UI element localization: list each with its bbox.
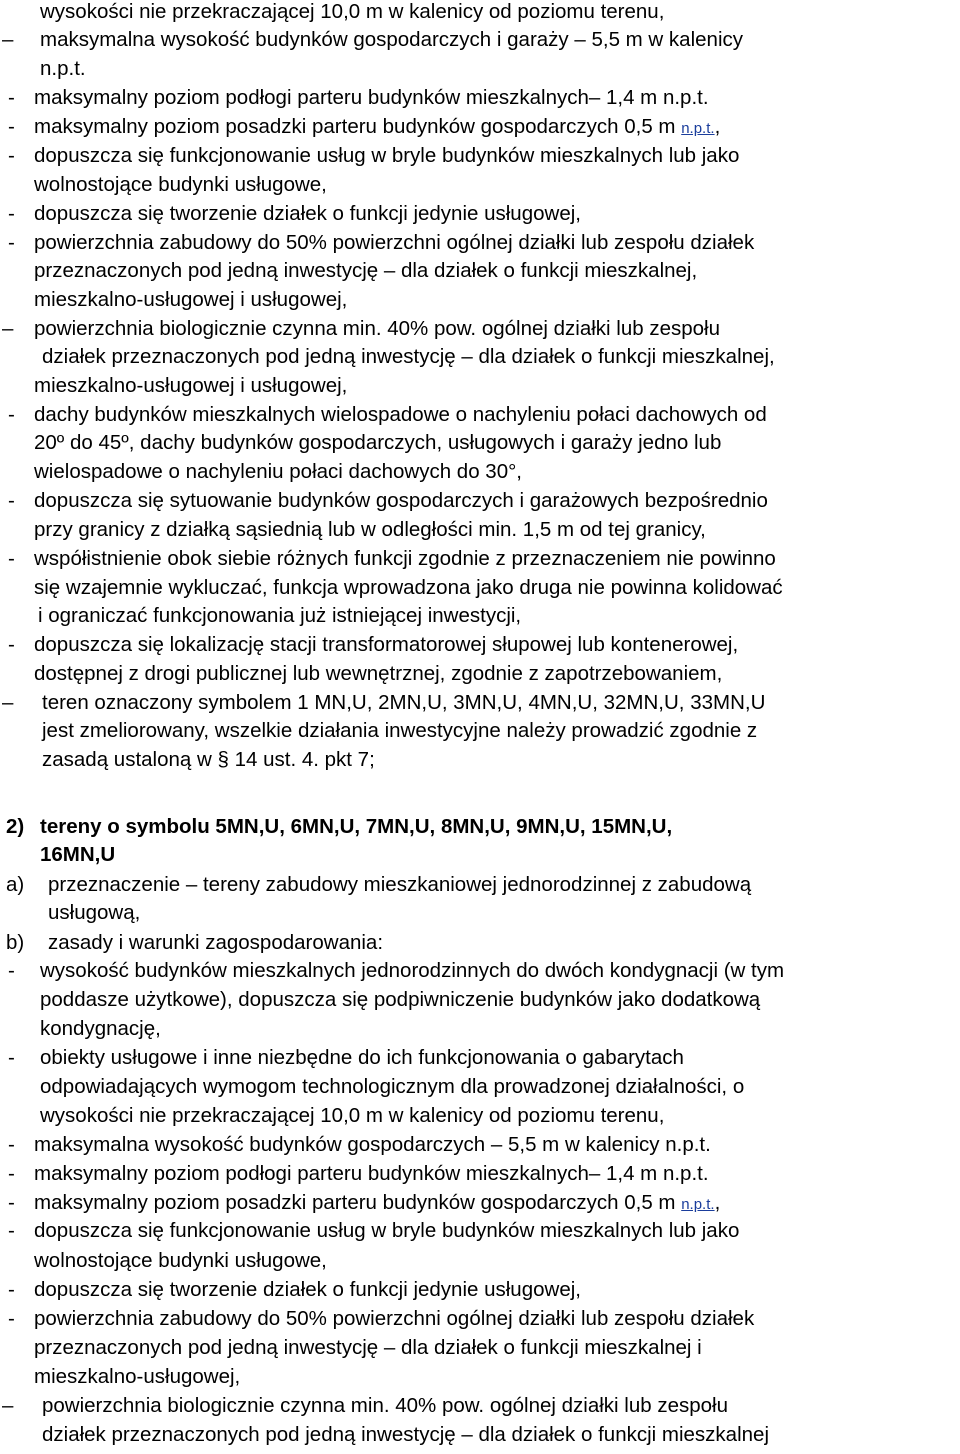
line-text-content: i ograniczać funkcjonowania już istniejącej inwestycji, bbox=[38, 604, 522, 627]
line-text bbox=[48, 928, 383, 957]
abbreviation-link[interactable]: n.p.t. bbox=[681, 120, 715, 137]
list-marker: - bbox=[8, 86, 15, 109]
list-marker: a) bbox=[6, 873, 25, 896]
line-text bbox=[34, 314, 720, 343]
line-text bbox=[38, 601, 521, 630]
list-marker: - bbox=[8, 1046, 15, 1069]
line-text-content: maksymalny poziom podłogi parteru budynków mieszkalnych– 1,4 m n.p.t. bbox=[34, 86, 709, 109]
line-text bbox=[34, 1304, 754, 1333]
line-text bbox=[34, 630, 738, 659]
line-text-content: wysokości nie przekraczającej 10,0 m w kalenicy od poziomu terenu, bbox=[40, 1104, 665, 1127]
line-text-content: zasadą ustaloną w § 14 ust. 4. pkt 7; bbox=[42, 748, 375, 771]
list-marker: - bbox=[8, 1191, 15, 1214]
line-text-content: powierzchnia biologicznie czynna min. 40% pow. ogólnej działki lub zespołu bbox=[34, 317, 721, 340]
list-marker: - bbox=[8, 959, 15, 982]
line-text bbox=[34, 1159, 709, 1188]
line-text bbox=[34, 1333, 702, 1362]
list-marker: - bbox=[8, 1307, 15, 1330]
list-marker: - bbox=[8, 1278, 15, 1301]
line-text-content: powierzchnia zabudowy do 50% powierzchni ogólnej działki lub zespołu działek bbox=[34, 231, 755, 254]
line-text-content: obiekty usługowe i inne niezbędne do ich funkcjonowania o gabarytach bbox=[40, 1046, 684, 1069]
line-text bbox=[40, 0, 664, 26]
line-text-content: wolnostojące budynki usługowe, bbox=[34, 1249, 327, 1272]
list-marker: - bbox=[8, 1133, 15, 1156]
line-text bbox=[34, 141, 739, 170]
line-text bbox=[40, 840, 115, 869]
line-text bbox=[40, 1072, 744, 1101]
line-text bbox=[34, 515, 706, 544]
line-text bbox=[40, 1101, 664, 1130]
line-text bbox=[34, 573, 783, 602]
line-text-content: wolnostojące budynki usługowe, bbox=[34, 173, 327, 196]
line-text-content: teren oznaczony symbolem 1 MN,U, 2MN,U, 3MN,U, 4MN,U, 32MN,U, 33MN,U bbox=[42, 691, 766, 714]
line-text bbox=[48, 898, 140, 927]
line-text-content: tereny o symbolu 5MN,U, 6MN,U, 7MN,U, 8MN,U, 9MN,U, 15MN,U, bbox=[40, 815, 673, 838]
line-text bbox=[34, 256, 697, 285]
line-text-content: kondygnację, bbox=[40, 1017, 161, 1040]
line-text-content: przeznaczonych pod jedną inwestycję – dla działek o funkcji mieszkalnej i bbox=[34, 1336, 702, 1359]
line-text bbox=[34, 1275, 581, 1304]
line-text bbox=[42, 716, 757, 745]
line-text-content: n.p.t. bbox=[40, 57, 86, 80]
line-text bbox=[34, 659, 722, 688]
line-text-content: 16MN,U bbox=[40, 843, 116, 866]
line-text bbox=[42, 745, 375, 774]
list-marker: – bbox=[2, 28, 14, 51]
line-text bbox=[40, 25, 743, 54]
line-text bbox=[48, 870, 751, 899]
line-text bbox=[34, 170, 327, 199]
line-text-content: wysokości nie przekraczającej 10,0 m w kalenicy od poziomu terenu, bbox=[40, 0, 665, 23]
line-text-content: wysokość budynków mieszkalnych jednorodzinnych do dwóch kondygnacji (w tym bbox=[40, 959, 785, 982]
line-text-content: dopuszcza się tworzenie działek o funkcji jedynie usługowej, bbox=[34, 1278, 581, 1301]
line-text-content: wielospadowe o nachyleniu połaci dachowych do 30°, bbox=[34, 460, 522, 483]
line-text bbox=[42, 342, 775, 371]
list-marker: - bbox=[8, 144, 15, 167]
line-text-suffix: , bbox=[714, 115, 721, 138]
list-marker: - bbox=[8, 633, 15, 656]
line-text-content: usługową, bbox=[48, 901, 141, 924]
line-text-content: przeznaczonych pod jedną inwestycję – dla działek o funkcji mieszkalnej, bbox=[34, 259, 698, 282]
line-text-content: mieszkalno-usługowej, bbox=[34, 1365, 241, 1388]
line-text-content: dopuszcza się funkcjonowanie usług w bryle budynków mieszkalnych lub jako bbox=[34, 1219, 740, 1242]
line-text bbox=[40, 956, 784, 985]
line-text-content: przy granicy z działką sąsiednią lub w odległości min. 1,5 m od tej granicy, bbox=[34, 518, 706, 541]
line-text-content: odpowiadających wymogom technologicznym dla prowadzonej działalności, o bbox=[40, 1075, 745, 1098]
line-text bbox=[34, 285, 347, 314]
line-text-content: dopuszcza się tworzenie działek o funkcji jedynie usługowej, bbox=[34, 202, 581, 225]
list-marker: – bbox=[2, 1394, 14, 1417]
line-text-content: zasady i warunki zagospodarowania: bbox=[48, 931, 384, 954]
line-text-content: maksymalna wysokość budynków gospodarczych i garaży – 5,5 m w kalenicy bbox=[40, 28, 743, 51]
line-text-content: dopuszcza się sytuowanie budynków gospodarczych i garażowych bezpośrednio bbox=[34, 489, 768, 512]
list-marker: – bbox=[2, 317, 14, 340]
line-text-content: maksymalny poziom posadzki parteru budynków gospodarczych 0,5 m bbox=[34, 115, 682, 138]
line-text-content: mieszkalno-usługowej i usługowej, bbox=[34, 374, 348, 397]
list-marker: - bbox=[8, 1219, 15, 1242]
line-text bbox=[34, 428, 721, 457]
list-marker: - bbox=[8, 231, 15, 254]
line-text-content: poddasze użytkowe), dopuszcza się podpiwniczenie budynków jako dodatkową bbox=[40, 988, 761, 1011]
line-text bbox=[34, 371, 347, 400]
line-text-content: 20º do 45º, dachy budynków gospodarczych, usługowych i garaży jedno lub bbox=[34, 431, 722, 454]
line-text bbox=[34, 1362, 240, 1391]
line-text bbox=[40, 54, 86, 83]
line-text-content: powierzchnia biologicznie czynna min. 40% pow. ogólnej działki lub zespołu bbox=[42, 1394, 729, 1417]
line-text bbox=[40, 1014, 161, 1043]
line-text-content: dachy budynków mieszkalnych wielospadowe o nachyleniu połaci dachowych od bbox=[34, 403, 767, 426]
list-marker: - bbox=[8, 115, 15, 138]
line-text bbox=[34, 486, 768, 515]
line-text bbox=[34, 228, 754, 257]
line-text bbox=[42, 688, 765, 717]
line-text bbox=[34, 1188, 720, 1219]
list-marker: - bbox=[8, 1162, 15, 1185]
line-text-content: dopuszcza się funkcjonowanie usług w bryle budynków mieszkalnych lub jako bbox=[34, 144, 740, 167]
line-text bbox=[34, 1216, 739, 1245]
line-text bbox=[34, 544, 776, 573]
line-text bbox=[34, 83, 709, 112]
line-text-content: powierzchnia zabudowy do 50% powierzchni ogólnej działki lub zespołu działek bbox=[34, 1307, 755, 1330]
line-text bbox=[40, 812, 672, 841]
list-marker: - bbox=[8, 547, 15, 570]
line-text bbox=[34, 457, 522, 486]
line-text-content: działek przeznaczonych pod jedną inwestycję – dla działek o funkcji mieszkalnej, bbox=[42, 345, 775, 368]
line-text-content: się wzajemnie wykluczać, funkcja wprowadzona jako druga nie powinna kolidować bbox=[34, 576, 783, 599]
line-text-content: maksymalna wysokość budynków gospodarczych – 5,5 m w kalenicy n.p.t. bbox=[34, 1133, 711, 1156]
line-text-content: maksymalny poziom podłogi parteru budynków mieszkalnych– 1,4 m n.p.t. bbox=[34, 1162, 709, 1185]
line-text bbox=[42, 1391, 728, 1420]
list-marker: - bbox=[8, 489, 15, 512]
line-text bbox=[34, 1246, 327, 1275]
line-text-content: działek przeznaczonych pod jedną inwestycję – dla działek o funkcji mieszkalnej bbox=[42, 1423, 769, 1446]
line-text bbox=[34, 1130, 711, 1159]
line-text bbox=[34, 112, 720, 143]
line-text-content: dostępnej z drogi publicznej lub wewnętrznej, zgodnie z zapotrzebowaniem, bbox=[34, 662, 723, 685]
list-marker: - bbox=[8, 403, 15, 426]
line-text-content: maksymalny poziom posadzki parteru budynków gospodarczych 0,5 m bbox=[34, 1191, 682, 1214]
line-text bbox=[34, 400, 767, 429]
line-text-content: współistnienie obok siebie różnych funkcji zgodnie z przeznaczeniem nie powinno bbox=[34, 547, 776, 570]
list-marker: b) bbox=[6, 931, 25, 954]
list-marker: 2) bbox=[6, 815, 25, 838]
line-text-content: jest zmeliorowany, wszelkie działania inwestycyjne należy prowadzić zgodnie z bbox=[42, 719, 758, 742]
line-text-content: przeznaczenie – tereny zabudowy mieszkaniowej jednorodzinnej z zabudową bbox=[48, 873, 752, 896]
line-text-content: dopuszcza się lokalizację stacji transformatorowej słupowej lub kontenerowej, bbox=[34, 633, 739, 656]
abbreviation-link[interactable]: n.p.t. bbox=[681, 1196, 715, 1213]
list-marker: – bbox=[2, 691, 14, 714]
list-marker: - bbox=[8, 202, 15, 225]
line-text bbox=[40, 1043, 684, 1072]
line-text bbox=[42, 1420, 769, 1449]
line-text-suffix: , bbox=[714, 1191, 721, 1214]
line-text-content: mieszkalno-usługowej i usługowej, bbox=[34, 288, 348, 311]
line-text bbox=[34, 199, 581, 228]
line-text bbox=[40, 985, 760, 1014]
